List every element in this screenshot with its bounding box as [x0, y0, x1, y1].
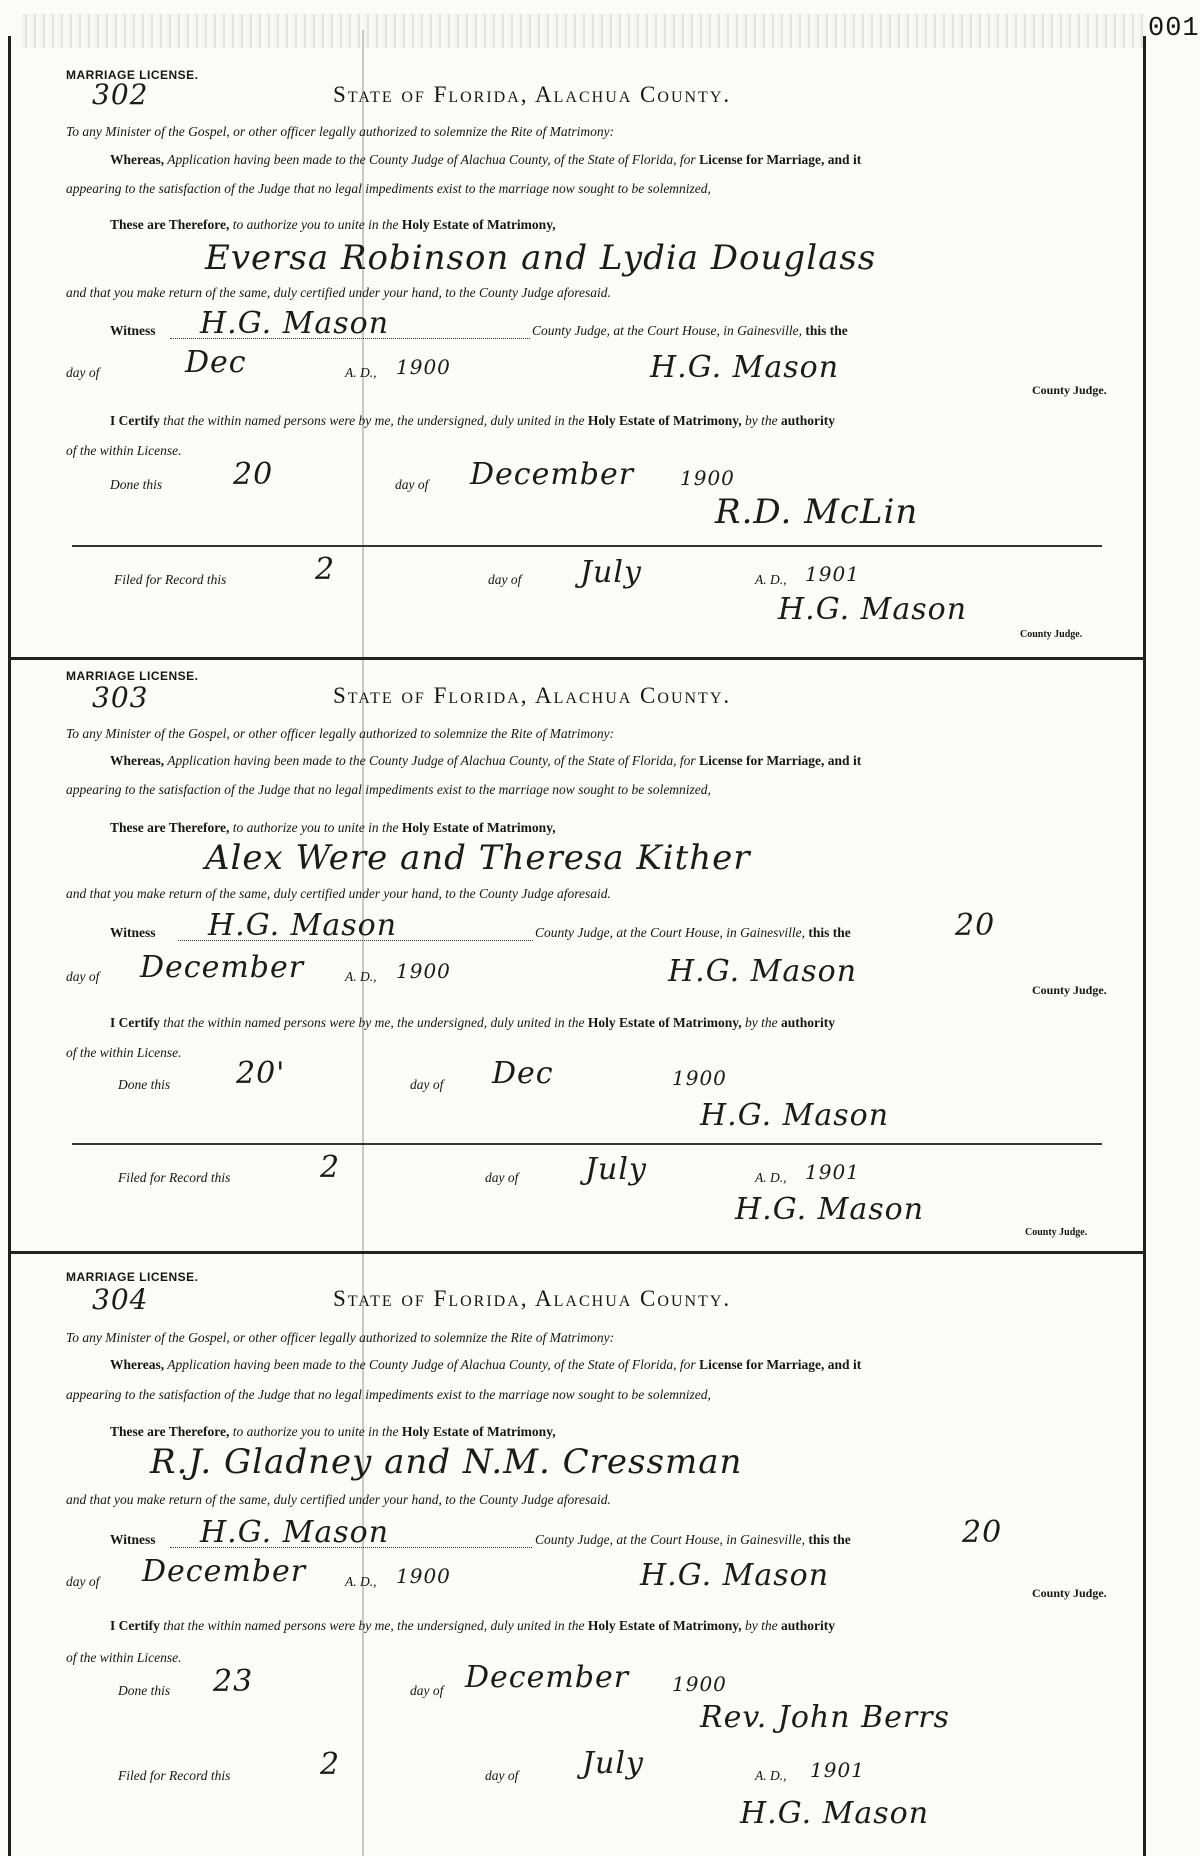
filed-year: 1901 [805, 1160, 860, 1184]
issue-year: 1900 [396, 355, 451, 379]
day-of-label: day of [485, 1170, 519, 1185]
couple-names: R.J. Gladney and N.M. Cressman [150, 1442, 743, 1482]
done-day: 23 [213, 1664, 254, 1699]
filed-month: July [585, 1152, 647, 1187]
witness-signature: H.G. Mason [208, 908, 398, 943]
filed-signature: H.G. Mason [735, 1192, 925, 1227]
license-number: 303 [92, 681, 149, 714]
day-of-label: day of [410, 1077, 444, 1092]
whereas-line: Whereas, Application having been made to the County Judge of Alachua County, of the State of Florida, for License for Marriage, and it [110, 753, 862, 768]
license-label: MARRIAGE LICENSE. [66, 68, 199, 82]
address-line: To any Minister of the Gospel, or other officer legally authorized to solemnize the Rite of Matrimony: [66, 726, 615, 741]
appearing-line: appearing to the satisfaction of the Judge that no legal impediments exist to the marriage now sought to be solemnized, [66, 181, 711, 196]
day-of-label: day of [410, 1683, 444, 1698]
filed-month: July [582, 1746, 644, 1781]
issue-year: 1900 [396, 1564, 451, 1588]
ad-label: A. D., [755, 1768, 787, 1783]
filed-year: 1901 [810, 1758, 865, 1782]
form-heading: State of Florida, Alachua County. [333, 82, 732, 107]
day-of-label: day of [66, 969, 100, 984]
judge-signature: H.G. Mason [668, 954, 858, 989]
judge-signature: H.G. Mason [650, 350, 840, 385]
court-line: County Judge, at the Court House, in Gainesville, this the [535, 1532, 851, 1547]
done-day: 20' [236, 1056, 286, 1091]
scan-edge-strip [22, 14, 1147, 48]
done-year: 1900 [672, 1672, 727, 1696]
judge-signature: H.G. Mason [640, 1558, 830, 1593]
done-day: 20 [233, 457, 274, 492]
ad-label: A. D., [345, 969, 377, 984]
section-divider [72, 1143, 1102, 1145]
witness-label: Witness [110, 1532, 156, 1547]
court-line: County Judge, at the Court House, in Gainesville, this the [535, 925, 851, 940]
issue-month: December [142, 1554, 307, 1589]
day-of-label: day of [485, 1768, 519, 1783]
within-license-line: of the within License. [66, 1650, 182, 1665]
license-divider [10, 657, 1144, 660]
done-year: 1900 [680, 466, 735, 490]
fill-line [170, 338, 530, 339]
filed-label: Filed for Record this [118, 1170, 231, 1185]
license-label: MARRIAGE LICENSE. [66, 1270, 199, 1284]
form-heading: State of Florida, Alachua County. [333, 1286, 732, 1311]
certify-line: I Certify that the within named persons were by me, the undersigned, duly united in the Holy Estate of Matrimony, by the authority [110, 1015, 836, 1030]
county-judge-label: County Judge. [1032, 1586, 1107, 1600]
county-judge-label: County Judge. [1032, 983, 1107, 997]
issue-month: December [140, 950, 305, 985]
ad-label: A. D., [345, 1574, 377, 1589]
day-of-label: day of [66, 1574, 100, 1589]
issue-day: 20 [962, 1515, 1003, 1550]
ad-label: A. D., [755, 1170, 787, 1185]
license-label: MARRIAGE LICENSE. [66, 669, 199, 683]
fill-line [170, 1547, 532, 1548]
address-line: To any Minister of the Gospel, or other officer legally authorized to solemnize the Rite of Matrimony: [66, 124, 615, 139]
county-judge-small: County Judge. [1020, 629, 1083, 640]
filed-day: 2 [320, 1747, 341, 1782]
fill-line [178, 940, 533, 941]
done-year: 1900 [672, 1066, 727, 1090]
issue-month: Dec [185, 345, 247, 380]
done-month: December [465, 1660, 630, 1695]
officiant-signature: R.D. McLin [715, 492, 919, 532]
filed-label: Filed for Record this [114, 572, 227, 587]
filed-month: July [580, 555, 642, 590]
witness-label: Witness [110, 925, 156, 940]
witness-signature: H.G. Mason [200, 306, 390, 341]
done-month: December [470, 457, 635, 492]
section-divider [72, 545, 1102, 547]
certify-line: I Certify that the within named persons were by me, the undersigned, duly united in the Holy Estate of Matrimony, by the authority [110, 413, 836, 428]
certify-line: I Certify that the within named persons were by me, the undersigned, duly united in the Holy Estate of Matrimony, by the authority [110, 1618, 836, 1633]
officiant-signature: H.G. Mason [700, 1098, 890, 1133]
filed-signature: H.G. Mason [740, 1796, 930, 1831]
appearing-line: appearing to the satisfaction of the Judge that no legal impediments exist to the marriage now sought to be solemnized, [66, 1387, 711, 1402]
witness-signature: H.G. Mason [200, 1515, 390, 1550]
ad-label: A. D., [755, 572, 787, 587]
day-of-label: day of [395, 477, 429, 492]
couple-names: Eversa Robinson and Lydia Douglass [205, 238, 877, 278]
county-judge-small: County Judge. [1025, 1227, 1088, 1238]
couple-names: Alex Were and Theresa Kither [205, 838, 751, 878]
filed-day: 2 [320, 1150, 341, 1185]
court-line: County Judge, at the Court House, in Gainesville, this the [532, 323, 848, 338]
right-margin-rule [1143, 36, 1146, 1856]
filed-day: 2 [315, 552, 336, 587]
issue-day: 20 [955, 908, 996, 943]
within-license-line: of the within License. [66, 1045, 182, 1060]
license-divider [10, 1251, 1144, 1254]
these-are-line: These are Therefore, to authorize you to unite in the Holy Estate of Matrimony, [110, 217, 556, 232]
done-this-label: Done this [118, 1683, 171, 1698]
return-line: and that you make return of the same, duly certified under your hand, to the County Judge aforesaid. [66, 886, 611, 901]
form-heading: State of Florida, Alachua County. [333, 683, 732, 708]
return-line: and that you make return of the same, duly certified under your hand, to the County Judge aforesaid. [66, 285, 611, 300]
done-this-label: Done this [118, 1077, 171, 1092]
appearing-line: appearing to the satisfaction of the Judge that no legal impediments exist to the marriage now sought to be solemnized, [66, 782, 711, 797]
license-number: 304 [92, 1283, 149, 1316]
filed-year: 1901 [805, 562, 860, 586]
filed-label: Filed for Record this [118, 1768, 231, 1783]
these-are-line: These are Therefore, to authorize you to unite in the Holy Estate of Matrimony, [110, 1424, 556, 1439]
done-month: Dec [492, 1056, 554, 1091]
done-this-label: Done this [110, 477, 163, 492]
day-of-label: day of [488, 572, 522, 587]
whereas-line: Whereas, Application having been made to the County Judge of Alachua County, of the State of Florida, for License for Marriage, and it [110, 1357, 862, 1372]
left-margin-rule [8, 36, 11, 1856]
license-number: 302 [92, 78, 149, 111]
within-license-line: of the within License. [66, 443, 182, 458]
these-are-line: These are Therefore, to authorize you to unite in the Holy Estate of Matrimony, [110, 820, 556, 835]
address-line: To any Minister of the Gospel, or other officer legally authorized to solemnize the Rite of Matrimony: [66, 1330, 615, 1345]
ad-label: A. D., [345, 365, 377, 380]
page-number: 001 [1148, 14, 1200, 44]
filed-signature: H.G. Mason [778, 592, 968, 627]
return-line: and that you make return of the same, duly certified under your hand, to the County Judge aforesaid. [66, 1492, 611, 1507]
whereas-line: Whereas, Application having been made to the County Judge of Alachua County, of the State of Florida, for License for Marriage, and it [110, 152, 862, 167]
county-judge-label: County Judge. [1032, 383, 1107, 397]
officiant-signature: Rev. John Berrs [700, 1700, 950, 1735]
issue-year: 1900 [396, 959, 451, 983]
day-of-label: day of [66, 365, 100, 380]
witness-label: Witness [110, 323, 156, 338]
